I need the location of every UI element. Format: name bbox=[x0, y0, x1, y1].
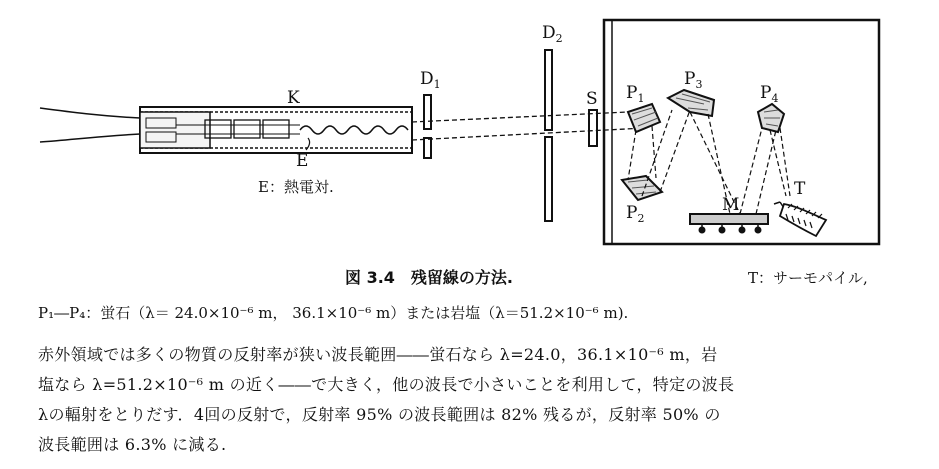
legend-thermocouple: E：熱電対. bbox=[258, 178, 334, 196]
label-p2: $P_2$ bbox=[626, 203, 645, 225]
source-tube-k bbox=[140, 107, 412, 153]
slit-s bbox=[589, 110, 597, 146]
mirror-m bbox=[690, 214, 768, 233]
diaphragm-d1 bbox=[424, 95, 431, 158]
thermopile-t bbox=[774, 202, 826, 236]
legend-mirrors: P₁―P₄：蛍石（λ＝ 24.0×10⁻⁶ m， 36.1×10⁻⁶ m）または岩塩（λ＝51.2×10⁻⁶ m). bbox=[38, 304, 629, 322]
paragraph-line-1: 赤外領域では多くの物質の反射率が狭い波長範囲――蛍石なら λ=24.0，36.1×10⁻⁶ m，岩 bbox=[38, 345, 718, 364]
figure-caption: 図 3.4 残留線の方法. bbox=[345, 268, 513, 287]
diaphragm-d2 bbox=[545, 50, 552, 221]
label-p3: $P_3$ bbox=[684, 69, 703, 91]
legend-thermopile: T：サーモパイル, bbox=[748, 269, 868, 287]
label-d2: $D_2$ bbox=[542, 23, 563, 45]
label-p4: $P_4$ bbox=[760, 83, 779, 105]
mirror-p3 bbox=[668, 90, 714, 116]
mirror-p4 bbox=[758, 104, 784, 132]
label-d1: $D_1$ bbox=[420, 69, 441, 91]
label-m: M bbox=[722, 195, 740, 215]
wires bbox=[40, 108, 140, 142]
paragraph-line-4: 波長範囲は 6.3% に減る. bbox=[38, 435, 227, 454]
label-k: K bbox=[287, 88, 300, 108]
label-e: E bbox=[296, 151, 309, 171]
label-p1: $P_1$ bbox=[626, 83, 645, 105]
label-s: S bbox=[586, 89, 598, 109]
label-t: T bbox=[794, 179, 806, 199]
paragraph-line-3: λの輻射をとりだす．4回の反射で，反射率 95% の波長範囲は 82% 残るが，反射率 50% の bbox=[38, 405, 721, 424]
mirror-p1 bbox=[628, 104, 660, 132]
paragraph-line-2: 塩なら λ=51.2×10⁻⁶ m の近く――で大きく，他の波長で小さいことを利用して，特定の波長 bbox=[38, 375, 735, 394]
light-beam bbox=[412, 112, 645, 140]
